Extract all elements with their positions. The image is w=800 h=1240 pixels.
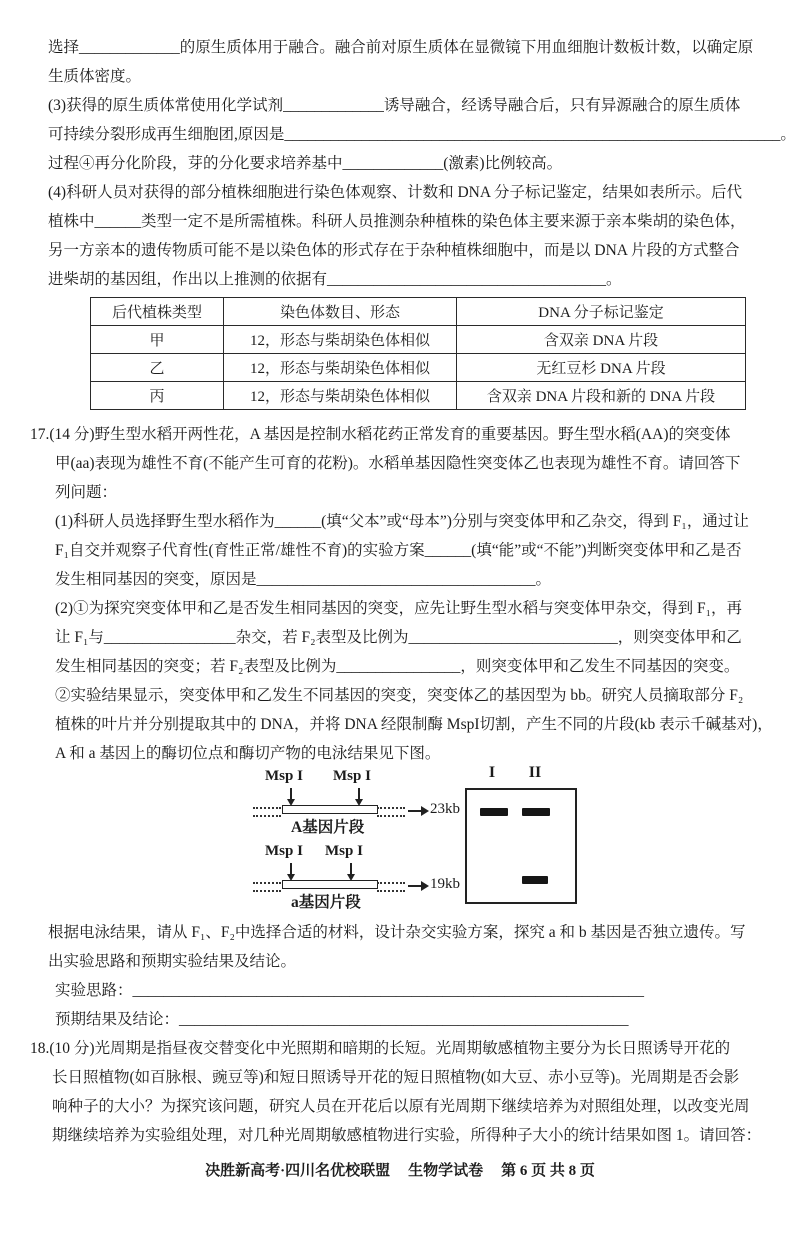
text-line: 实验思路：__________________________________________________________________ bbox=[55, 982, 645, 999]
text-line: 过程④再分化阶段，芽的分化要求培养基中_____________(激素)比例较高。 bbox=[48, 155, 563, 172]
dna-dotted-line bbox=[377, 807, 405, 817]
cell-dna-marker: 含双亲 DNA 片段 bbox=[457, 326, 746, 354]
cell-chromosome: 12，形态与柴胡染色体相似 bbox=[224, 326, 457, 354]
text-line: (1)科研人员选择野生型水稻作为______(填“父本”或“母本”)分别与突变体甲和乙杂交，得到 F₁，通过让 bbox=[55, 513, 749, 530]
offspring-result-table bbox=[90, 297, 746, 410]
electrophoresis-figure bbox=[215, 764, 615, 918]
dna-dotted-line bbox=[253, 807, 281, 817]
a-gene-fragment-label: A基因片段 bbox=[291, 819, 365, 836]
size-23kb-label: 23kb bbox=[430, 801, 460, 817]
page-footer bbox=[0, 1159, 800, 1180]
footer-subject: 生物学试卷 bbox=[408, 1163, 484, 1179]
gel-band-lane1-23kb bbox=[480, 808, 508, 816]
table-header-row bbox=[91, 298, 746, 326]
text-line: F₁自交并观察子代育性(育性正常/雄性不育)的实验方案______(填“能”或“不能”)判断突变体甲和乙是否 bbox=[55, 542, 742, 559]
col-header-chromosome: 染色体数目、形态 bbox=[224, 298, 457, 326]
cell-dna-marker: 无红豆杉 DNA 片段 bbox=[457, 354, 746, 382]
msp1-label: Msp I bbox=[325, 843, 363, 859]
cut-site-arrow-icon bbox=[350, 863, 352, 874]
q16-section bbox=[0, 33, 800, 410]
table-row bbox=[91, 382, 746, 410]
size-arrow-icon bbox=[408, 885, 421, 887]
text-line: 18.(10 分)光周期是指昼夜交替变化中光照期和暗期的长短。光周期敏感植物主要分为长日照诱导开花的 bbox=[30, 1040, 731, 1057]
gel-band-lane2-19kb bbox=[522, 876, 548, 884]
cell-type: 甲 bbox=[91, 326, 224, 354]
cell-type: 丙 bbox=[91, 382, 224, 410]
gel-band-lane2-23kb bbox=[522, 808, 550, 816]
q18-section bbox=[0, 1034, 800, 1150]
cell-type: 乙 bbox=[91, 354, 224, 382]
msp1-label: Msp I bbox=[265, 768, 303, 784]
text-line: (3)获得的原生质体常使用化学试剂_____________诱导融合，经诱导融合后，只有异源融合的原生质体 bbox=[48, 97, 741, 114]
text-line: 根据电泳结果，请从 F₁、F₂中选择合适的材料，设计杂交实验方案，探究 a 和 b 基因是否独立遗传。写 bbox=[48, 924, 746, 941]
text-line: 期继续培养为实验组处理，对几种光周期敏感植物进行实验，所得种子大小的统计结果如图 1。请回答： bbox=[52, 1127, 762, 1144]
cell-chromosome: 12，形态与柴胡染色体相似 bbox=[224, 382, 457, 410]
a-gene-fragment-bar bbox=[282, 805, 378, 814]
table-row bbox=[91, 354, 746, 382]
footer-exam-name: 决胜新高考·四川名优校联盟 bbox=[205, 1163, 391, 1179]
gel-box bbox=[465, 788, 577, 904]
text-line: 选择_____________的原生质体用于融合。融合前对原生质体在显微镜下用血细胞计数板计数，以确定原 bbox=[48, 39, 754, 56]
msp1-label: Msp I bbox=[333, 768, 371, 784]
text-line: 长日照植物(如百脉根、豌豆等)和短日照诱导开花的短日照植物(如大豆、赤小豆等)。光周期是否会影 bbox=[52, 1069, 740, 1086]
dna-dotted-line bbox=[253, 882, 281, 892]
cut-site-arrow-icon bbox=[358, 788, 360, 799]
text-line: 甲(aa)表现为雄性不育(不能产生可育的花粉)。水稻单基因隐性突变体乙也表现为雄性不育。请回答下 bbox=[55, 455, 741, 472]
text-line: (4)科研人员对获得的部分植株细胞进行染色体观察、计数和 DNA 分子标记鉴定，结果如表所示。后代 bbox=[48, 184, 743, 201]
col-header-dna-marker: DNA 分子标记鉴定 bbox=[457, 298, 746, 326]
cut-site-arrow-icon bbox=[290, 863, 292, 874]
col-header-type: 后代植株类型 bbox=[91, 298, 224, 326]
text-line: 另一方亲本的遗传物质可能不是以染色体的形式存在于杂种植株细胞中，而是以 DNA 片段的方式整合 bbox=[48, 242, 740, 259]
text-line: A 和 a 基因上的酶切位点和酶切产物的电泳结果见下图。 bbox=[55, 745, 441, 762]
a-lower-gene-fragment-bar bbox=[282, 880, 378, 889]
table-row bbox=[91, 326, 746, 354]
cell-dna-marker: 含双亲 DNA 片段和新的 DNA 片段 bbox=[457, 382, 746, 410]
gel-lane-1-label: I bbox=[488, 764, 496, 781]
text-line: ②实验结果显示，突变体甲和乙发生不同基因的突变，突变体乙的基因型为 bb。研究人员摘取部分 F₂ bbox=[55, 687, 744, 704]
text-line: 出实验思路和预期实验结果及结论。 bbox=[48, 953, 297, 970]
cut-site-arrow-icon bbox=[290, 788, 292, 799]
text-line: 列问题： bbox=[55, 484, 118, 501]
text-line: 可持续分裂形成再生细胞团,原因是________________________________________________________________。 bbox=[48, 126, 796, 143]
text-line: (2)①为探究突变体甲和乙是否发生相同基因的突变，应先让野生型水稻与突变体甲杂交，得到 F₁，再 bbox=[55, 600, 742, 617]
text-line: 17.(14 分)野生型水稻开两性花，A 基因是控制水稻花药正常发育的重要基因。野生型水稻(AA)的突变体 bbox=[30, 426, 731, 443]
size-arrow-icon bbox=[408, 810, 421, 812]
text-line: 植株中______类型一定不是所需植株。科研人员推测杂种植株的染色体主要来源于亲本柴胡的染色体， bbox=[48, 213, 746, 230]
q17-section bbox=[0, 420, 800, 1034]
text-line: 发生相同基因的突变，原因是____________________________________。 bbox=[55, 571, 552, 588]
text-line: 植株的叶片并分别提取其中的 DNA，并将 DNA 经限制酶 MspI切割，产生不同的片段(kb 表示千碱基对)， bbox=[55, 716, 773, 733]
text-line: 让 F₁与_________________杂交，若 F₂表型及比例为___________________________，则突变体甲和乙 bbox=[55, 629, 742, 646]
gel-lane-2-label: II bbox=[528, 764, 542, 781]
msp1-label: Msp I bbox=[265, 843, 303, 859]
a-lower-gene-fragment-label: a基因片段 bbox=[291, 894, 361, 911]
cell-chromosome: 12，形态与柴胡染色体相似 bbox=[224, 354, 457, 382]
text-line: 发生相同基因的突变；若 F₂表型及比例为________________，则突变体甲和乙发生不同基因的突变。 bbox=[55, 658, 740, 675]
text-line: 预期结果及结论：__________________________________________________________ bbox=[55, 1011, 629, 1028]
footer-page-number: 第 6 页 共 8 页 bbox=[501, 1163, 595, 1179]
dna-dotted-line bbox=[377, 882, 405, 892]
size-19kb-label: 19kb bbox=[430, 876, 460, 892]
text-line: 进柴胡的基因组，作出以上推测的依据有____________________________________。 bbox=[48, 271, 622, 288]
text-line: 响种子的大小？为探究该问题，研究人员在开花后以原有光周期下继续培养为对照组处理，以改变光周 bbox=[52, 1098, 750, 1115]
text-line: 生质体密度。 bbox=[48, 68, 142, 85]
